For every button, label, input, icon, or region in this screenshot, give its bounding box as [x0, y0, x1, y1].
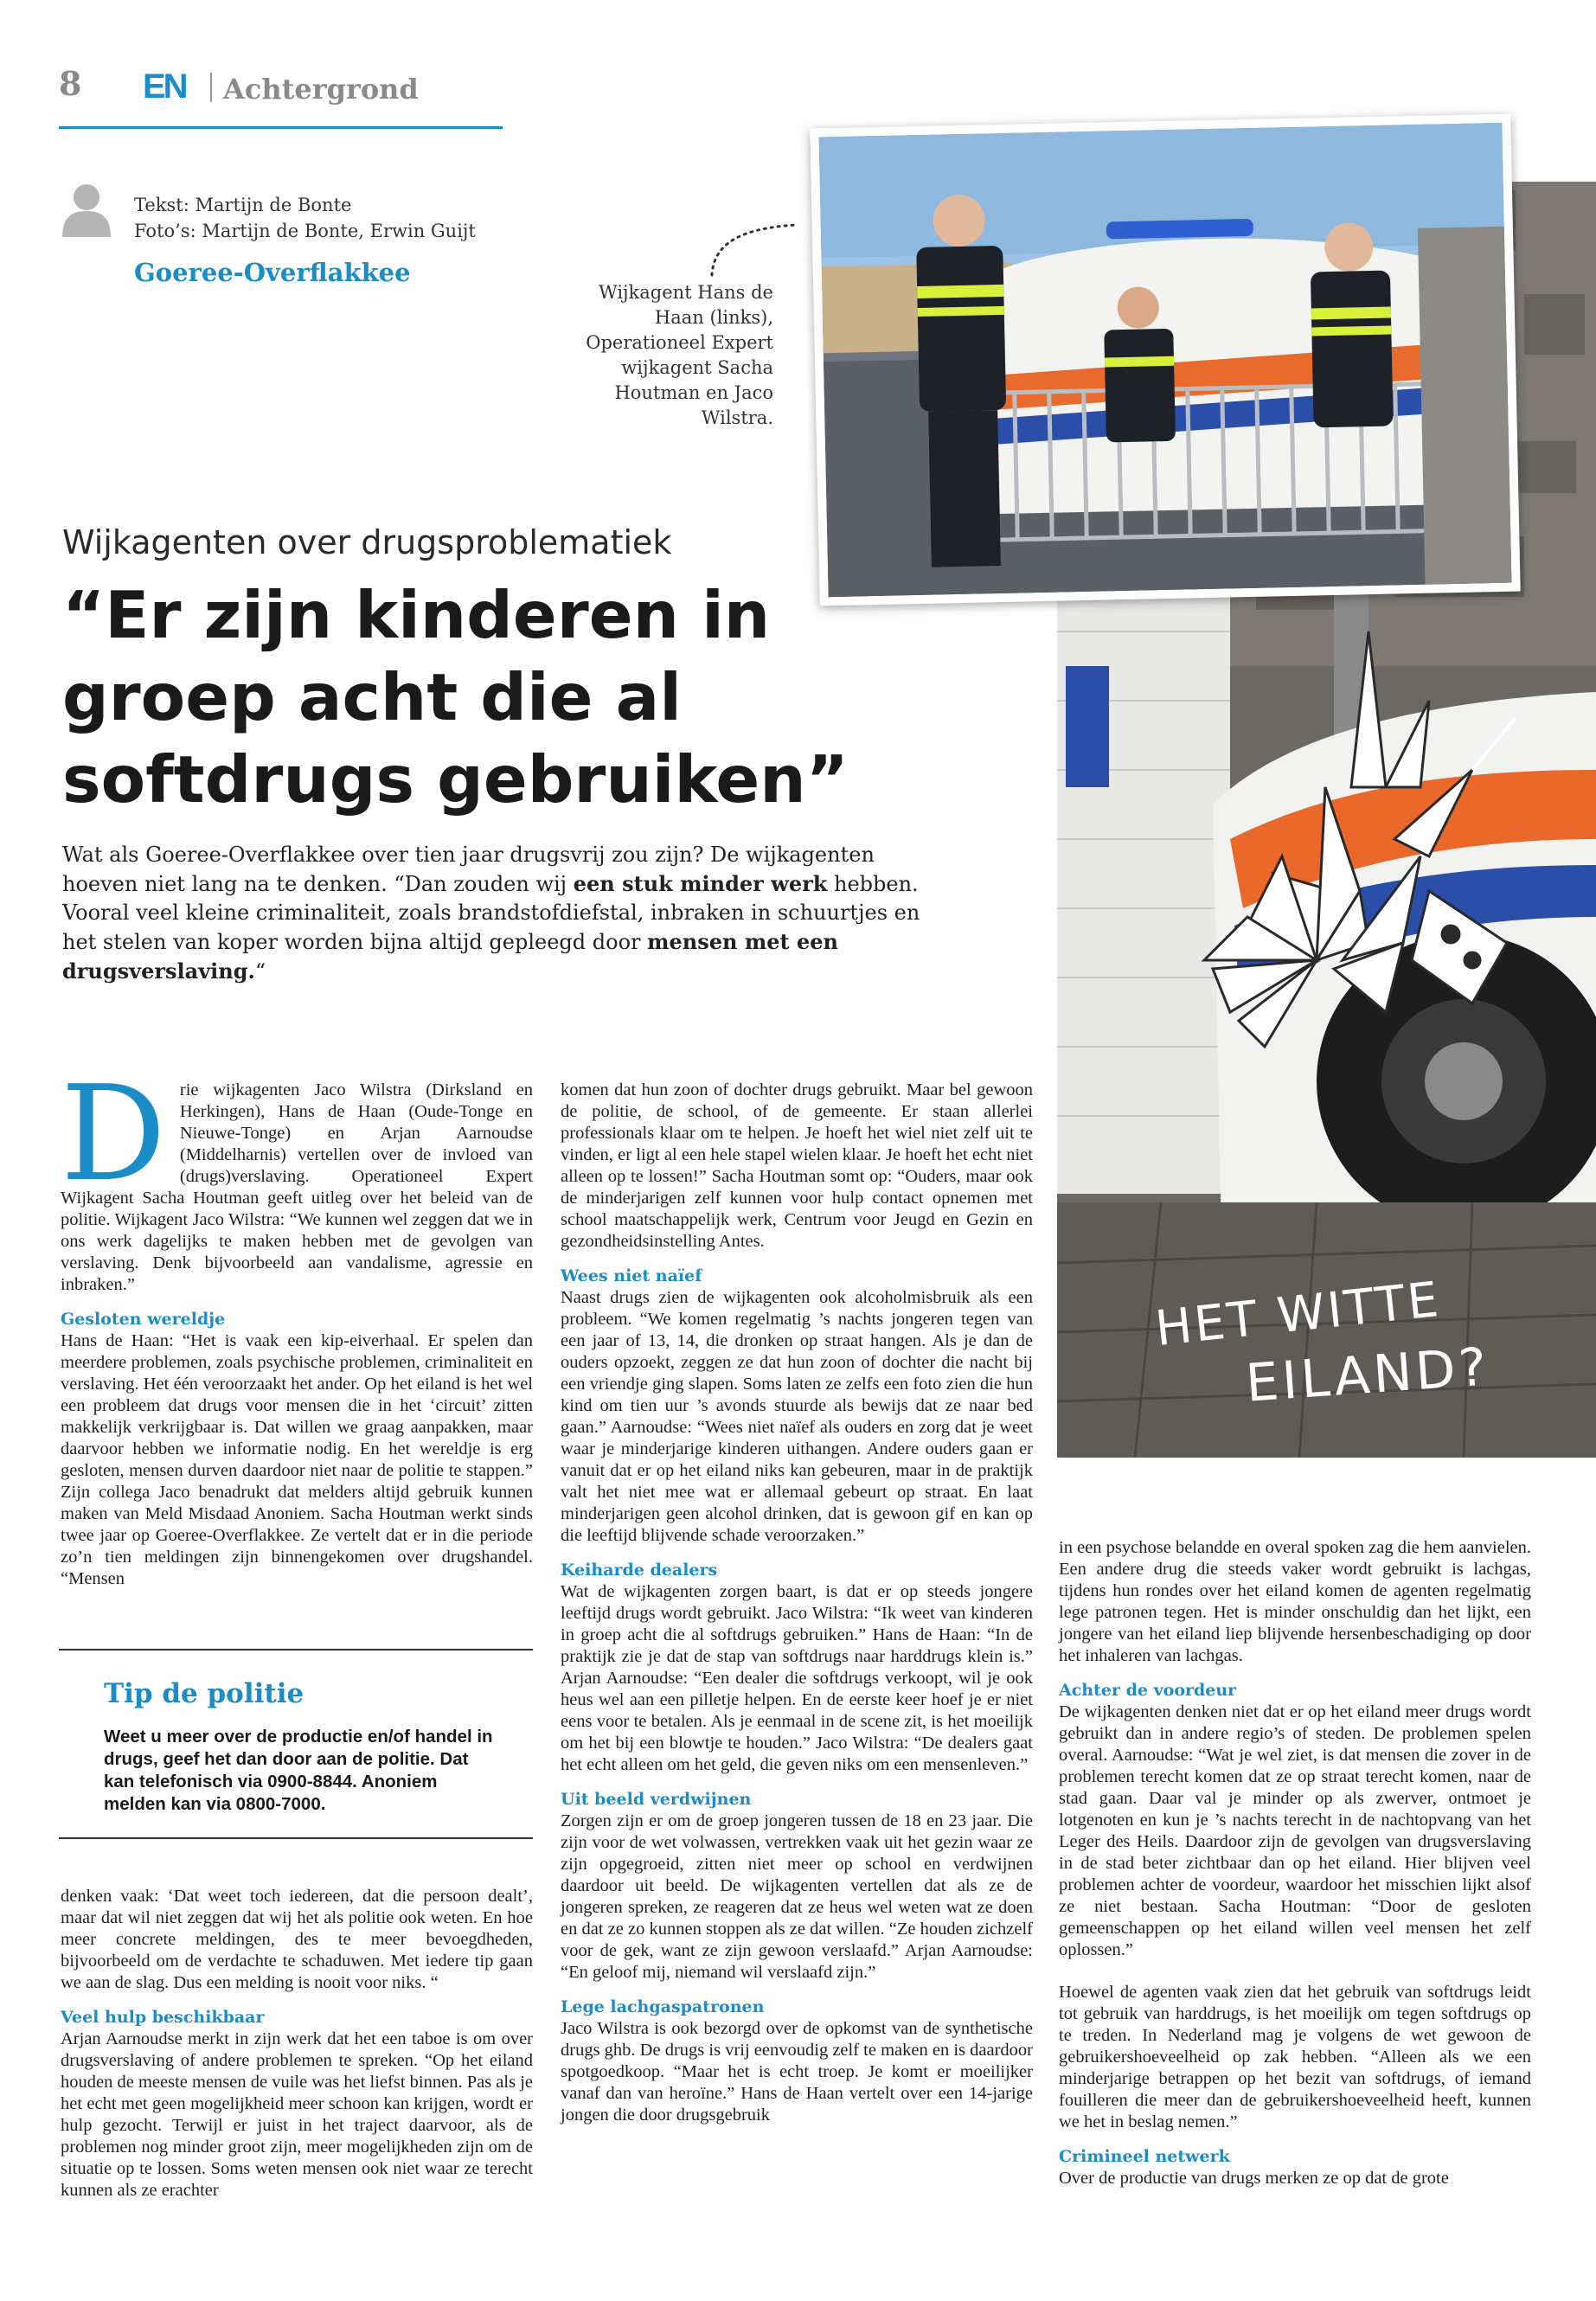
paragraph: Over de productie van drugs merken ze op dat de grote: [1059, 2169, 1449, 2188]
caption-pointer-icon: [705, 218, 800, 279]
paragraph: denken vaak: ‘Dat weet toch iedereen, dat die persoon dealt’, maar dat wil niet zeggen dat wij het als politie ook weten. En hoe meer concrete meldingen, des te meer bevoegdheden, bijvoorbeeld om de verdachte te schaduwen. Met iedere tip gaan we aan de slag. Dus een melding is nooit voor niks. “: [61, 1887, 533, 1992]
graphic-title-line-1: HET WITTE: [1152, 1271, 1444, 1358]
subheading: Gesloten wereldje: [61, 1310, 226, 1329]
intro-text: rie wijkagenten Jaco Wilstra (Dirksland en Herkingen), Hans de Haan (Oude-Tonge en Nieuwe-Tonge) en Arjan Aarnoudse (Middelharnis) vertellen over de invloed van (drugs)verslaving. Operationeel Expert Wijkagent Sacha Houtman geeft uitleg over het beleid van de politie. Wijkagent Jaco Wilstra: “We kunnen wel zeggen dat we in ons werk dagelijks te maken hebben met de gevolgen van verslaving. Denk bijvoorbeeld aan vandalisme, agressie en inbraken.”: [61, 1080, 533, 1294]
paragraph: Naast drugs zien de wijkagenten ook alcoholmisbruik als een probleem. “We komen regelmatig ’s nachts jongeren tegen van een jaar of 13, 14, die dronken op straat hangen. Als je dan de ouders opzoekt, zeggen ze dat hun zoon of dochter die nacht bij een vriendje ging slapen. Soms laten ze zelfs een foto zien die hun kind om tien uur ’s avonds stuurde als bewijs dat ze naar bed gaan.” Aarnoudse: “Wees niet naïef als ouders en zorg dat je weet waar je minderjarige kinderen uithangen. Andere ouders gaan er vanuit dat er op het eiland niks kan gebeuren, maar in de praktijk valt het niet mee wat er allemaal gebeurt op straat. En laat minderjarigen geen alcohol drinken, dat is gewoon gif en kan op die leeftijd blijvende schade veroorzaken.”: [561, 1288, 1033, 1545]
subheading: Lege lachgaspatronen: [561, 1997, 765, 2016]
paragraph: Zorgen zijn er om de groep jongeren tussen de 18 en 23 jaar. Die zijn voor de wet volwassen, vertrekken vaak uit het gezin waar ze zijn opgegroeid, zitten niet meer op school en verdwijnen daardoor uit beeld. De wijkagenten vertellen dat als ze de jongeren spreken, ze reageren dat ze heus wel weten wat ze doen en dat ze zo kunnen stoppen als ze dat willen. “Ze houden zichzelf voor de gek, want ze zijn gewoon verslaafd.” Arjan Aarnoudse: “En geloof mij, niemand wil verslaafd zijn.”: [561, 1811, 1033, 1982]
police-officers-image: [819, 123, 1512, 597]
header-rule: [59, 126, 503, 129]
photo-caption: Wijkagent Hans de Haan (links), Operationeel Expert wijkagent Sacha Houtman en Jaco Wilstra.: [586, 282, 773, 428]
paragraph: in een psychose belandde en overal spoken zag die hem aanvielen. Een andere drug die steeds vaker wordt gebruikt is lachgas, tijdens hun rondes over het eiland komen de agenten regelmatig lege patronen tegen. Het is minder onschuldig dan het lijkt, een jongere van het eiland liep blijvende hersenbeschadiging op door het inhaleren van lachgas.: [1059, 1538, 1531, 1665]
column-1-top: [61, 1057, 533, 1590]
person-icon: [61, 182, 112, 237]
subheading: Keiharde dealers: [561, 1561, 718, 1580]
section-title: Achtergrond: [223, 73, 419, 106]
paragraph: Wat de wijkagenten zorgen baart, is dat er op steeds jongere leeftijd drugs wordt gebruikt. Jaco Wilstra: “Ik weet van kinderen in groep acht die al softdrugs gebruiken.” Hans de Haan: “In de praktijk zie je dat de stap van softdrugs naar harddrugs klein is.” Arjan Aarnoudse: “Een dealer die softdrugs verkoopt, wil je ook heus wel aan een pilletje helpen. En de eerste keer hoef je er niet eens voor te betalen. Als je eenmaal in de scene zit, is het moeilijk om het bij een blowtje te houden.” Jaco Wilstra: “De dealers gaat het echt alleen om het geld, die geven niks om een mensenleven.”: [561, 1582, 1033, 1774]
credits: [134, 192, 476, 244]
column-2: [561, 1080, 1033, 2126]
tip-box-bottom-rule: [59, 1837, 533, 1839]
region-label: Goeree-Overflakkee: [134, 258, 411, 287]
paragraph: Jaco Wilstra is ook bezorgd over de opkomst van de synthetische drugs ghb. De drugs is vrij eenvoudig zelf te maken en is daardoor spotgoedkoop. “Maar het is echt troep. Je komt er moeilijker vanaf dan van heroïne.” Hans de Haan vertelt over een 14-jarige jongen die door drugsgebruik: [561, 2019, 1033, 2125]
column-1-bottom: [61, 1886, 533, 2202]
page-number: 8: [59, 64, 82, 103]
kicker: Wijkagenten over drugsproblematiek: [62, 523, 672, 561]
column-3: [1059, 1537, 1531, 2189]
tip-box-top-rule: [59, 1649, 533, 1650]
lead-text-3: “: [254, 959, 266, 984]
paragraph: Hoewel de agenten vaak zien dat het gebruik van softdrugs leidt tot gebruik van harddrugs, is het moeilijk om tegen softdrugs op te treden. In Nederland mag je volgens de wet gewoon de gebruikershoeveelheid op zak hebben. “Alleen als we een minderjarige betrappen op het bezit van softdrugs, of iemand fouilleren die meer dan de gebruikershoeveelheid heeft, kunnen we het in beslag nemen.”: [1059, 1983, 1531, 2131]
tip-box-text: Weet u meer over de productie en/of handel in drugs, geef het dan door aan de politie. Dat kan telefonisch via 0900-8844. Anoniem melden kan via 0800-7000.: [104, 1727, 493, 1814]
paragraph: Arjan Aarnoudse merkt in zijn werk dat het een taboe is om over drugsverslaving of andere problemen te spreken. “Op het eiland houden de meeste mensen de vuile was het liefst binnen. Pas als je het echt met geen mogelijkheid meer schoon kan krijgen, wordt er hulp gezocht. Terwijl er juist in het traject daarvoor, als de problemen nog minder groot zijn, meer mogelijkheden zijn om de situatie op te lossen. Soms weten mensen ook niet waar ze terecht kunnen als ze erachter: [61, 2029, 533, 2200]
lead-text-2: hebben. Vooral veel kleine criminaliteit, zoals brandstofdiefstal, inbraken in schuurtjes en het stelen van koper worden bijna altijd gepleegd door: [62, 872, 920, 954]
subheading: Uit beeld verdwijnen: [561, 1790, 752, 1809]
intro-paragraph: [61, 1057, 533, 1296]
paragraph: De wijkagenten denken niet dat er op het eiland meer drugs wordt gebruikt dan in andere regio’s of steden. De problemen spelen overal. Aarnoudse: “Wat je wel ziet, is dat mensen die zover in de problemen terecht komen dat ze op straat terecht komen, naar de stad gaan. Daar val je minder op als zwerver, ontmoet je lotgenoten en kun je ’s nachts terecht in de nachtopvang van het Leger des Heils. Daardoor zijn de gevolgen van drugsverslaving in de stad beter zichtbaar dan op het eiland. Hier blijven veel problemen achter de voordeur, waardoor het misschien lijkt alsof ze niet bestaan. Sacha Houtman: “Door de gesloten gemeenschappen op het eiland willen veel mensen het zelf oplossen.”: [1059, 1702, 1531, 1959]
credit-text: Tekst: Martijn de Bonte: [134, 195, 352, 215]
tip-box-title: Tip de politie: [104, 1678, 304, 1709]
paragraph: Hans de Haan: “Het is vaak een kip-eiverhaal. Er spelen dan meerdere problemen, zoals psychische problemen, criminaliteit en verslaving. Het één veroorzaakt het ander. Op het eiland is het wel een probleem dat drugs voor mensen die in het ‘circuit’ zitten makkelijk verkrijgbaar is. Dat willen we graag aanpakken, maar daarvoor hebben we informatie nodig. En het wereldje is erg gesloten, mensen durven daardoor niet naar de politie te stappen.” Zijn collega Jaco benadrukt dat melders altijd gebruik kunnen maken van Meld Misdaad Anoniem. Sacha Houtman werkt sinds twee jaar op Goeree-Overflakkee. Ze vertelt dat er in die periode zo’n tien meldingen zijn binnengekomen over drugshandel. “Mensen: [61, 1331, 533, 1588]
lead-paragraph: [62, 841, 945, 986]
drop-cap: D: [61, 1057, 166, 1210]
subheading: Achter de voordeur: [1059, 1681, 1237, 1700]
header-divider: [210, 73, 212, 102]
credit-photos: Foto’s: Martijn de Bonte, Erwin Guijt: [134, 221, 476, 241]
paragraph: komen dat hun zoon of dochter drugs gebruikt. Maar bel gewoon de politie, de school, of de gemeente. Er staan allerlei professionals klaar om te helpen. Je hoeft het wiel niet zelf uit te vinden, er ligt al een hele stapel wielen klaar. Je hoeft het echt niet alleen op te lossen!” Sacha Houtman somt op: “Ouders, maar ook de minderjarigen zelf kunnen voor hulp contact opnemen met school maatschappelijk werk, Centrum voor Jeugd en Gezin en gezondheidsinstelling Antes.: [561, 1080, 1033, 1251]
graphic-title-line-2: EILAND?: [1243, 1336, 1492, 1414]
lead-bold-2: mensen met een drugsverslaving.: [62, 929, 838, 984]
subheading: Wees niet naïef: [561, 1266, 702, 1285]
police-officers-photo: [810, 114, 1520, 606]
subheading: Crimineel netwerk: [1059, 2147, 1230, 2166]
lead-bold-1: een stuk minder werk: [573, 871, 828, 896]
subheading: Veel hulp beschikbaar: [61, 2008, 265, 2027]
brand-logo: EN: [143, 67, 186, 106]
headline: “Er zijn kinderen in groep acht die al softdrugs gebruiken”: [62, 577, 849, 817]
lead-text-1: Wat als Goeree-Overflakkee over tien jaar drugsvrij zou zijn? De wijkagenten hoeven niet lang na te denken. “Dan zouden wij: [62, 843, 875, 896]
